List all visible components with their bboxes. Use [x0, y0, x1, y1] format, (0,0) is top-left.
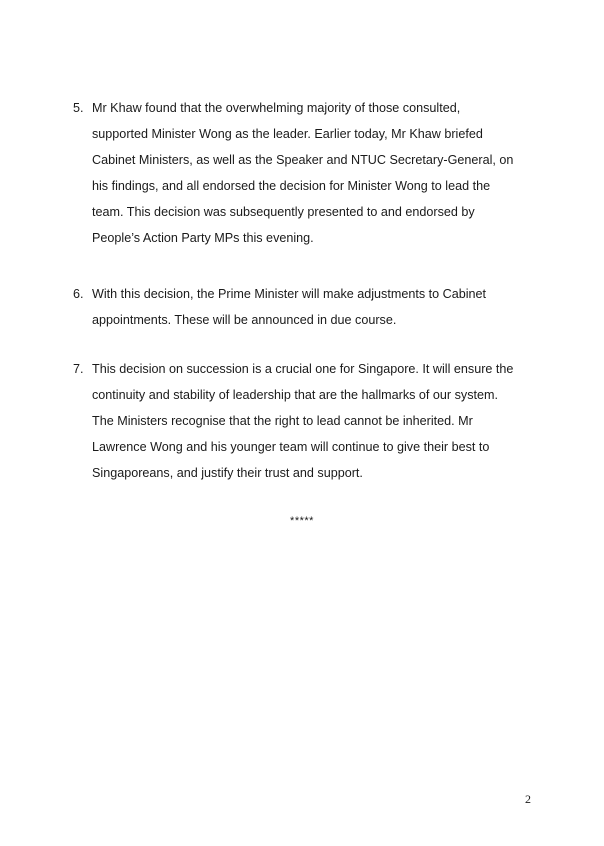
text-line: Cabinet Ministers, as well as the Speaker and NTUC Secretary-General, on — [92, 153, 514, 167]
text-line: This decision on succession is a crucial one for Singapore. It will ensure the — [92, 362, 514, 376]
text-line: continuity and stability of leadership that are the hallmarks of our system. — [92, 388, 499, 402]
text-line: Mr Khaw found that the overwhelming majority of those consulted, — [92, 101, 461, 115]
paragraph-text — [92, 356, 543, 486]
text-line: People’s Action Party MPs this evening. — [92, 231, 314, 245]
text-line: With this decision, the Prime Minister will make adjustments to Cabinet — [92, 287, 487, 301]
paragraph-6 — [73, 281, 543, 333]
paragraph-number: 7. — [73, 362, 84, 376]
paragraph-number: 6. — [73, 287, 84, 301]
text-line: Lawrence Wong and his younger team will continue to give their best to — [92, 440, 490, 454]
paragraph-5 — [73, 95, 543, 251]
paragraph-text — [92, 281, 543, 333]
text-line: appointments. These will be announced in due course. — [92, 313, 397, 327]
text-line: his findings, and all endorsed the decision for Minister Wong to lead the — [92, 179, 491, 193]
text-line: Singaporeans, and justify their trust and support. — [92, 466, 363, 480]
paragraph-number: 5. — [73, 101, 84, 115]
end-separator: ***** — [290, 515, 314, 527]
text-line: supported Minister Wong as the leader. Earlier today, Mr Khaw briefed — [92, 127, 483, 141]
text-line: The Ministers recognise that the right to lead cannot be inherited. Mr — [92, 414, 473, 428]
page-number: 2 — [525, 792, 531, 806]
paragraph-text — [92, 95, 543, 251]
text-line: team. This decision was subsequently presented to and endorsed by — [92, 205, 475, 219]
paragraph-7 — [73, 356, 543, 486]
